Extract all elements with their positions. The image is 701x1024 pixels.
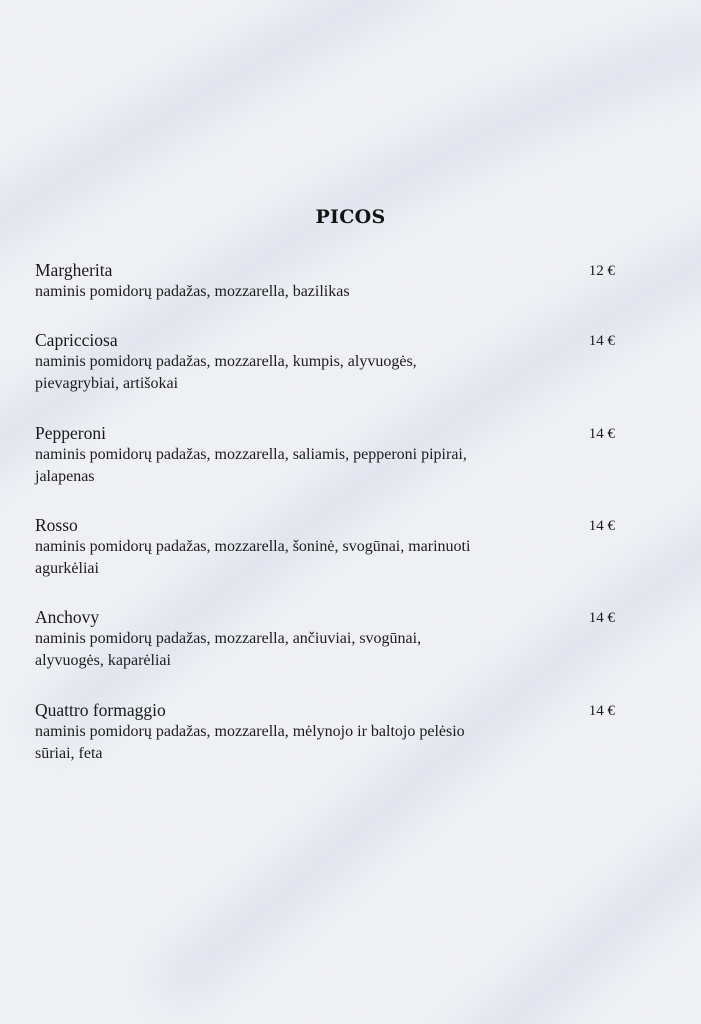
item-price: 12 € xyxy=(588,263,615,279)
item-name: Quattro formaggio xyxy=(35,700,166,720)
item-description xyxy=(35,628,535,672)
item-description-line: agurkėliai xyxy=(35,560,99,577)
menu-item-pepperoni xyxy=(35,422,620,488)
item-name: Rosso xyxy=(35,515,78,535)
item-name: Pepperoni xyxy=(35,423,106,443)
menu-item-margherita xyxy=(35,259,620,303)
item-description-line: naminis pomidorų padažas, mozzarella, šoninė, svogūnai, marinuoti xyxy=(35,538,471,555)
menu-item-quattro-formaggio xyxy=(35,699,620,765)
item-price: 14 € xyxy=(588,610,615,626)
item-description xyxy=(35,281,535,303)
item-name: Margherita xyxy=(35,260,113,280)
item-description-line: naminis pomidorų padažas, mozzarella, saliamis, pepperoni pipirai, xyxy=(35,446,467,463)
item-description xyxy=(35,536,535,580)
menu-item-rosso xyxy=(35,514,620,580)
item-description-line: naminis pomidorų padažas, mozzarella, bazilikas xyxy=(35,283,350,300)
item-description-line: pievagrybiai, artišokai xyxy=(35,375,179,392)
item-description-line: sūriai, feta xyxy=(35,745,103,762)
item-description-line: jalapenas xyxy=(35,468,95,485)
item-description xyxy=(35,721,535,765)
item-description-line: naminis pomidorų padažas, mozzarella, mėlynojo ir baltojo pelėsio xyxy=(35,723,465,740)
menu-title: PICOS xyxy=(315,206,386,228)
item-description xyxy=(35,351,535,395)
item-description-line: alyvuogės, kaparėliai xyxy=(35,652,171,669)
menu-item-capricciosa xyxy=(35,329,620,395)
item-price: 14 € xyxy=(588,703,615,719)
item-description xyxy=(35,444,535,488)
menu-item-anchovy xyxy=(35,606,620,672)
item-name: Anchovy xyxy=(35,607,100,627)
item-description-line: naminis pomidorų padažas, mozzarella, kumpis, alyvuogės, xyxy=(35,353,417,370)
item-description-line: naminis pomidorų padažas, mozzarella, ančiuviai, svogūnai, xyxy=(35,630,422,647)
item-price: 14 € xyxy=(588,426,615,442)
item-price: 14 € xyxy=(588,518,615,534)
item-price: 14 € xyxy=(588,333,615,349)
item-name: Capricciosa xyxy=(35,330,118,350)
